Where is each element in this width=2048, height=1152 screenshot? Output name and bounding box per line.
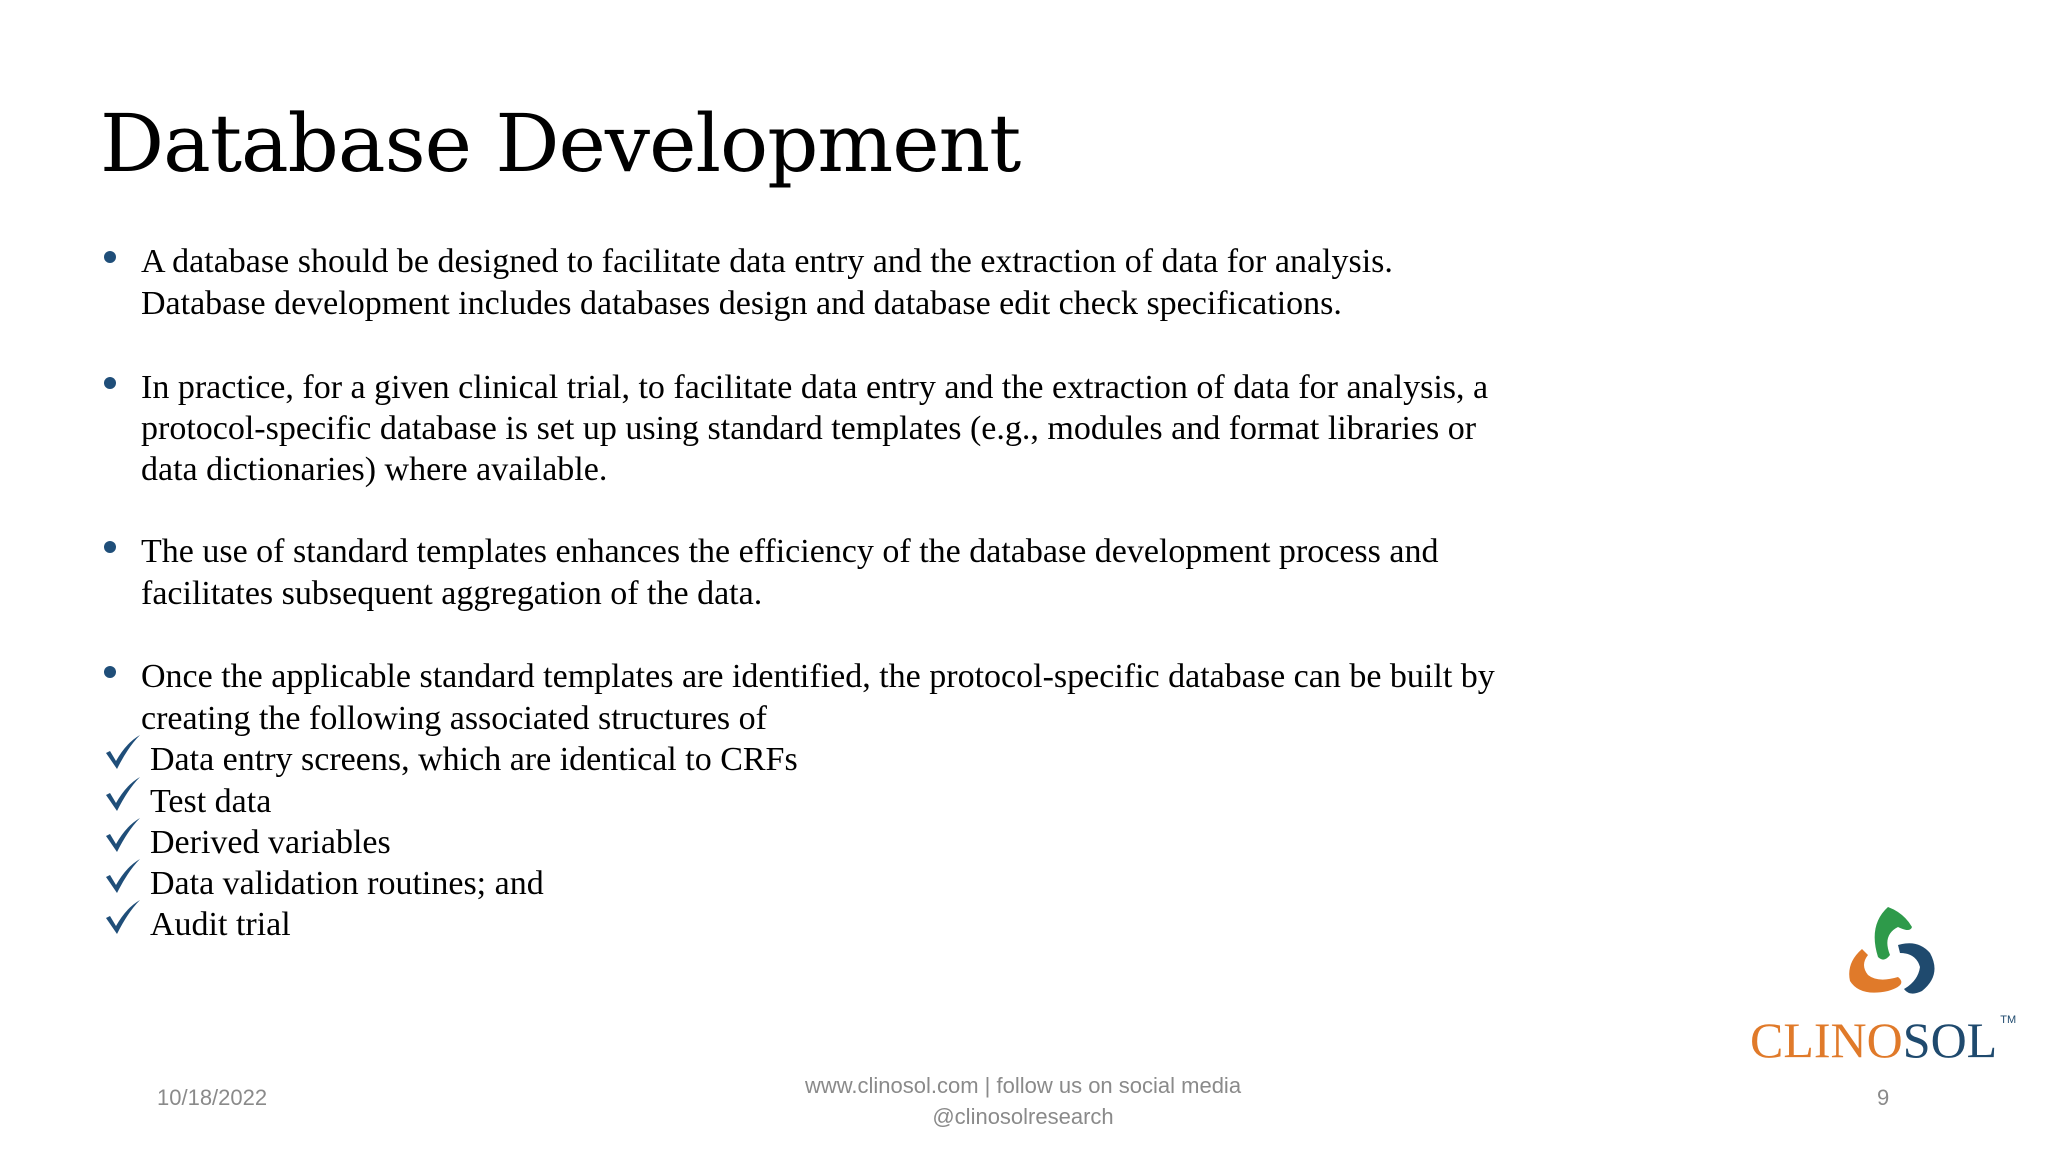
hands-logo-icon bbox=[1838, 905, 1948, 1005]
bullet-4-line-1: Once the applicable standard templates are identified, the protocol-specific database can be built by bbox=[141, 658, 1495, 695]
footer-date: 10/18/2022 bbox=[157, 1085, 268, 1110]
checklist-item: Derived variables bbox=[150, 824, 391, 861]
checklist-item: Data validation routines; and bbox=[150, 865, 544, 902]
page-number: 9 bbox=[1877, 1085, 1890, 1110]
bullet-1-line-2: Database development includes databases design and database edit check specifications. bbox=[141, 285, 1342, 322]
bullet-1-line-1: A database should be designed to facilitate data entry and the extraction of data for analysis. bbox=[141, 243, 1393, 280]
bullet-icon bbox=[104, 541, 116, 553]
bullet-icon bbox=[104, 666, 116, 678]
clinosol-logo bbox=[1750, 905, 2048, 1075]
footer-center bbox=[623, 1070, 1423, 1132]
checkmark-icon bbox=[104, 857, 142, 895]
bullet-4-line-2: creating the following associated structures of bbox=[141, 700, 767, 737]
logo-text-sol: SOL bbox=[1902, 1012, 1998, 1068]
bullet-2-line-3: data dictionaries) where available. bbox=[141, 451, 608, 488]
checkmark-icon bbox=[104, 775, 142, 813]
bullet-2-line-2: protocol-specific database is set up using standard templates (e.g., modules and format libraries or bbox=[141, 410, 1477, 447]
bullet-icon bbox=[104, 251, 116, 263]
trademark-mark: TM bbox=[2000, 1014, 2017, 1026]
checkmark-icon bbox=[104, 733, 142, 771]
bullet-icon bbox=[104, 377, 116, 389]
slide-title: Database Development bbox=[100, 97, 1021, 190]
checkmark-icon bbox=[104, 898, 142, 936]
checkmark-icon bbox=[104, 816, 142, 854]
bullet-3-line-2: facilitates subsequent aggregation of the data. bbox=[141, 575, 763, 612]
checklist-item: Data entry screens, which are identical to CRFs bbox=[150, 741, 798, 778]
checklist-item: Audit trial bbox=[150, 906, 291, 943]
footer-website: www.clinosol.com | follow us on social media bbox=[804, 1073, 1242, 1098]
logo-wordmark bbox=[1750, 1012, 2017, 1068]
bullet-2-line-1: In practice, for a given clinical trial, to facilitate data entry and the extraction of data for analysis, a bbox=[141, 369, 1489, 406]
bullet-3-line-1: The use of standard templates enhances the efficiency of the database development process and bbox=[141, 533, 1439, 570]
checklist-item: Test data bbox=[150, 783, 272, 820]
footer-social-handle: @clinosolresearch bbox=[932, 1104, 1114, 1129]
logo-text-clino: CLINO bbox=[1750, 1012, 1903, 1068]
